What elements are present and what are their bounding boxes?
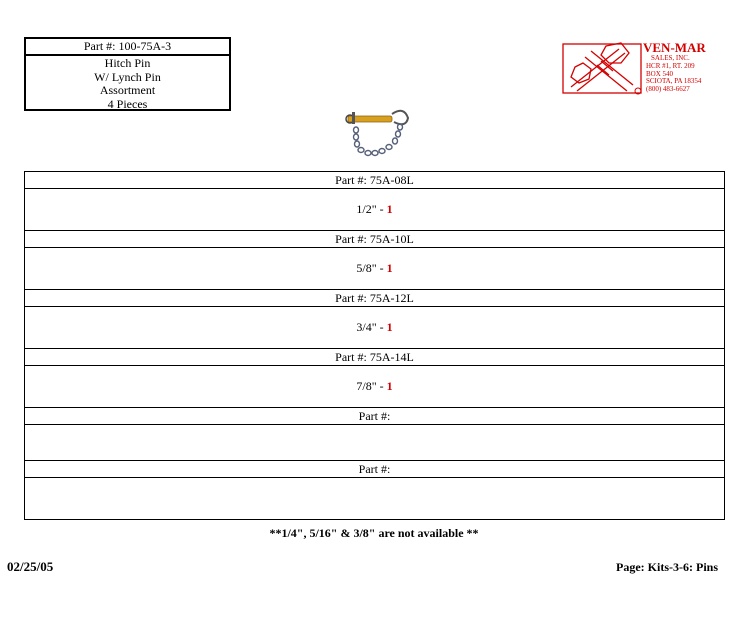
size-qty-cell bbox=[25, 189, 725, 231]
desc-line: Assortment bbox=[99, 83, 156, 97]
logo-line2: HCR #1, RT. 209 bbox=[646, 62, 695, 70]
hitch-pin-icon bbox=[344, 108, 410, 160]
size-qty-cell bbox=[25, 248, 725, 290]
part-number-cell: Part #: 75A-12L bbox=[25, 290, 725, 307]
part-number-cell: Part #: bbox=[25, 408, 725, 425]
logo-line3: BOX 540 bbox=[646, 70, 674, 78]
size-qty-cell bbox=[25, 366, 725, 408]
footer-date: 02/25/05 bbox=[7, 559, 54, 574]
parts-table bbox=[24, 171, 725, 520]
logo-name: VEN-MAR bbox=[643, 41, 706, 55]
logo-line5: (800) 483-6627 bbox=[646, 85, 690, 93]
part-number-cell: Part #: 75A-14L bbox=[25, 349, 725, 366]
logo-line4: SCIOTA, PA 18354 bbox=[646, 77, 702, 85]
size: 1/2" - bbox=[356, 202, 387, 216]
product-header-box bbox=[24, 37, 231, 111]
header-description bbox=[26, 56, 229, 111]
quantity: 1 bbox=[386, 320, 393, 334]
size-qty-cell bbox=[25, 478, 725, 520]
size: 3/4" - bbox=[356, 320, 387, 334]
part-number-cell: Part #: 75A-08L bbox=[25, 172, 725, 189]
quantity: 1 bbox=[386, 261, 393, 275]
logo-line1: SALES, INC. bbox=[651, 54, 690, 62]
part-number-cell: Part #: bbox=[25, 461, 725, 478]
part-number-cell: Part #: 75A-10L bbox=[25, 231, 725, 248]
footer-page: Page: Kits-3-6: Pins bbox=[616, 560, 718, 574]
size-qty-cell bbox=[25, 425, 725, 461]
header-part-number: Part #: 100-75A-3 bbox=[26, 39, 229, 56]
size: 7/8" - bbox=[356, 379, 387, 393]
size: 5/8" - bbox=[356, 261, 387, 275]
desc-line: W/ Lynch Pin bbox=[94, 69, 161, 84]
availability-note: **1/4", 5/16" & 3/8" are not available ** bbox=[269, 526, 479, 540]
size-qty-cell bbox=[25, 307, 725, 349]
quantity: 1 bbox=[386, 379, 393, 393]
desc-line: 4 Pieces bbox=[107, 96, 148, 111]
quantity: 1 bbox=[386, 202, 393, 216]
desc-line: Hitch Pin bbox=[104, 56, 151, 70]
venmar-logo bbox=[561, 41, 731, 96]
